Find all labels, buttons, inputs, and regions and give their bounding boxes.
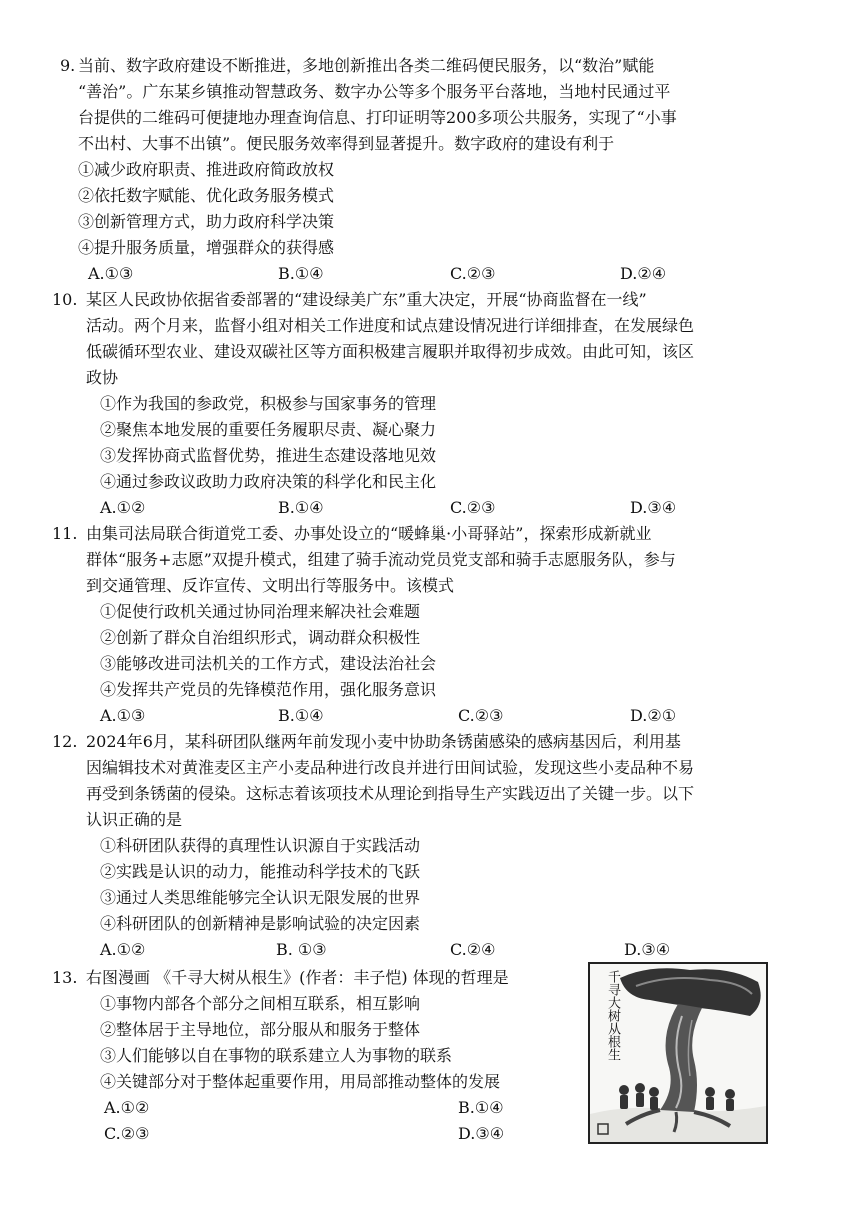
question-number: 12. xyxy=(52,732,78,751)
option-c[interactable]: C.②③ xyxy=(450,498,496,517)
statement: ③人们能够以自在事物的联系建立人为事物的联系 xyxy=(100,1046,453,1065)
statement: ①促使行政机关通过协同治理来解决社会难题 xyxy=(100,602,421,621)
option-c[interactable]: C.②③ xyxy=(104,1124,150,1143)
option-b[interactable]: B.①④ xyxy=(278,706,324,725)
option-c[interactable]: C.②④ xyxy=(450,940,496,959)
statement: ④关键部分对于整体起重要作用，用局部推动整体的发展 xyxy=(100,1072,501,1091)
statement: ①事物内部各个部分之间相互联系，相互影响 xyxy=(100,994,421,1013)
statement: ①作为我国的参政党，积极参与国家事务的管理 xyxy=(100,394,437,413)
question-text-line: “善治”。广东某乡镇推动智慧政务、数字办公等多个服务平台落地，当地村民通过平 xyxy=(78,82,671,101)
option-b[interactable]: B.①④ xyxy=(278,498,324,517)
statement: ①减少政府职责、推进政府简政放权 xyxy=(78,160,335,179)
statement: ④发挥共产党员的先锋模范作用，强化服务意识 xyxy=(100,680,437,699)
statement: ③发挥协商式监督优势，推进生态建设落地见效 xyxy=(100,446,437,465)
option-c[interactable]: C.②③ xyxy=(450,264,496,283)
option-b[interactable]: B. ①③ xyxy=(276,940,327,959)
statement: ③创新管理方式，助力政府科学决策 xyxy=(78,212,335,231)
option-d[interactable]: D.③④ xyxy=(458,1124,505,1143)
question-number: 9. xyxy=(60,56,76,75)
question-text-line: 台提供的二维码可便捷地办理查询信息、打印证明等200多项公共服务，实现了“小事 xyxy=(78,108,677,127)
statement: ④科研团队的创新精神是影响试验的决定因素 xyxy=(100,914,421,933)
question-number: 10. xyxy=(52,290,78,309)
answer-options xyxy=(78,704,798,728)
statement: ②实践是认识的动力，能推动科学技术的飞跃 xyxy=(100,862,421,881)
option-a[interactable]: A.①③ xyxy=(100,706,146,725)
answer-options xyxy=(78,938,798,962)
statement: ②创新了群众自治组织形式，调动群众积极性 xyxy=(100,628,421,647)
tree-cartoon-icon xyxy=(588,962,768,1144)
option-b[interactable]: B.①④ xyxy=(458,1098,504,1117)
question-text-line: 不出村、大事不出镇”。便民服务效率得到显著提升。数字政府的建设有利于 xyxy=(78,134,615,153)
statement: ③通过人类思维能够完全认识无限发展的世界 xyxy=(100,888,421,907)
question-text-line: 低碳循环型农业、建设双碳社区等方面积极建言履职并取得初步成效。由此可知，该区 xyxy=(86,342,695,361)
option-a[interactable]: A.①② xyxy=(100,940,146,959)
question-text-line: 认识正确的是 xyxy=(86,810,183,829)
statement: ②聚焦本地发展的重要任务履职尽责、凝心聚力 xyxy=(100,420,437,439)
option-d[interactable]: D.②④ xyxy=(620,264,667,283)
question-text-line: 当前、数字政府建设不断推进，多地创新推出各类二维码便民服务，以“数治”赋能 xyxy=(78,56,655,75)
question-text-line: 2024年6月，某科研团队继两年前发现小麦中协助条锈菌感染的感病基因后，利用基 xyxy=(86,732,681,751)
statement: ②依托数字赋能、优化政务服务模式 xyxy=(78,186,335,205)
answer-options xyxy=(78,496,798,520)
cartoon-title: 千寻大树从根生 xyxy=(605,970,620,1061)
question-text-line: 右图漫画 《千寻大树从根生》(作者：丰子恺) 体现的哲理是 xyxy=(86,968,509,987)
question-text-line: 某区人民政协依据省委部署的“建设绿美广东”重大决定，开展“协商监督在一线” xyxy=(86,290,647,309)
option-a[interactable]: A.①③ xyxy=(88,264,134,283)
statement: ②整体居于主导地位，部分服从和服务于整体 xyxy=(100,1020,421,1039)
question-text-line: 因编辑技术对黄淮麦区主产小麦品种进行改良并进行田间试验，发现这些小麦品种不易 xyxy=(86,758,695,777)
question-text-line: 活动。两个月来，监督小组对相关工作进度和试点建设情况进行详细排查，在发展绿色 xyxy=(86,316,695,335)
option-a[interactable]: A.①② xyxy=(100,498,146,517)
statement: ③能够改进司法机关的工作方式，建设法治社会 xyxy=(100,654,437,673)
option-d[interactable]: D.②① xyxy=(630,706,677,725)
option-d[interactable]: D.③④ xyxy=(630,498,677,517)
option-b[interactable]: B.①④ xyxy=(278,264,324,283)
question-text-line: 政协 xyxy=(86,368,119,387)
question-number: 11. xyxy=(52,524,78,543)
question-number: 13. xyxy=(52,968,78,987)
question-text-line: 群体“服务+志愿”双提升模式，组建了骑手流动党员党支部和骑手志愿服务队，参与 xyxy=(86,550,676,569)
question-text-line: 由集司法局联合街道党工委、办事处设立的“暖蜂巢·小哥驿站”，探索形成新就业 xyxy=(86,524,652,543)
option-d[interactable]: D.③④ xyxy=(624,940,671,959)
answer-options xyxy=(78,262,798,286)
question-text-line: 再受到条锈菌的侵染。这标志着该项技术从理论到指导生产实践迈出了关键一步。以下 xyxy=(86,784,695,803)
question-text-line: 到交通管理、反诈宣传、文明出行等服务中。该模式 xyxy=(86,576,455,595)
statement: ④提升服务质量，增强群众的获得感 xyxy=(78,238,335,257)
statement: ①科研团队获得的真理性认识源自于实践活动 xyxy=(100,836,421,855)
option-a[interactable]: A.①② xyxy=(104,1098,150,1117)
option-c[interactable]: C.②③ xyxy=(458,706,504,725)
statement: ④通过参政议政助力政府决策的科学化和民主化 xyxy=(100,472,437,491)
